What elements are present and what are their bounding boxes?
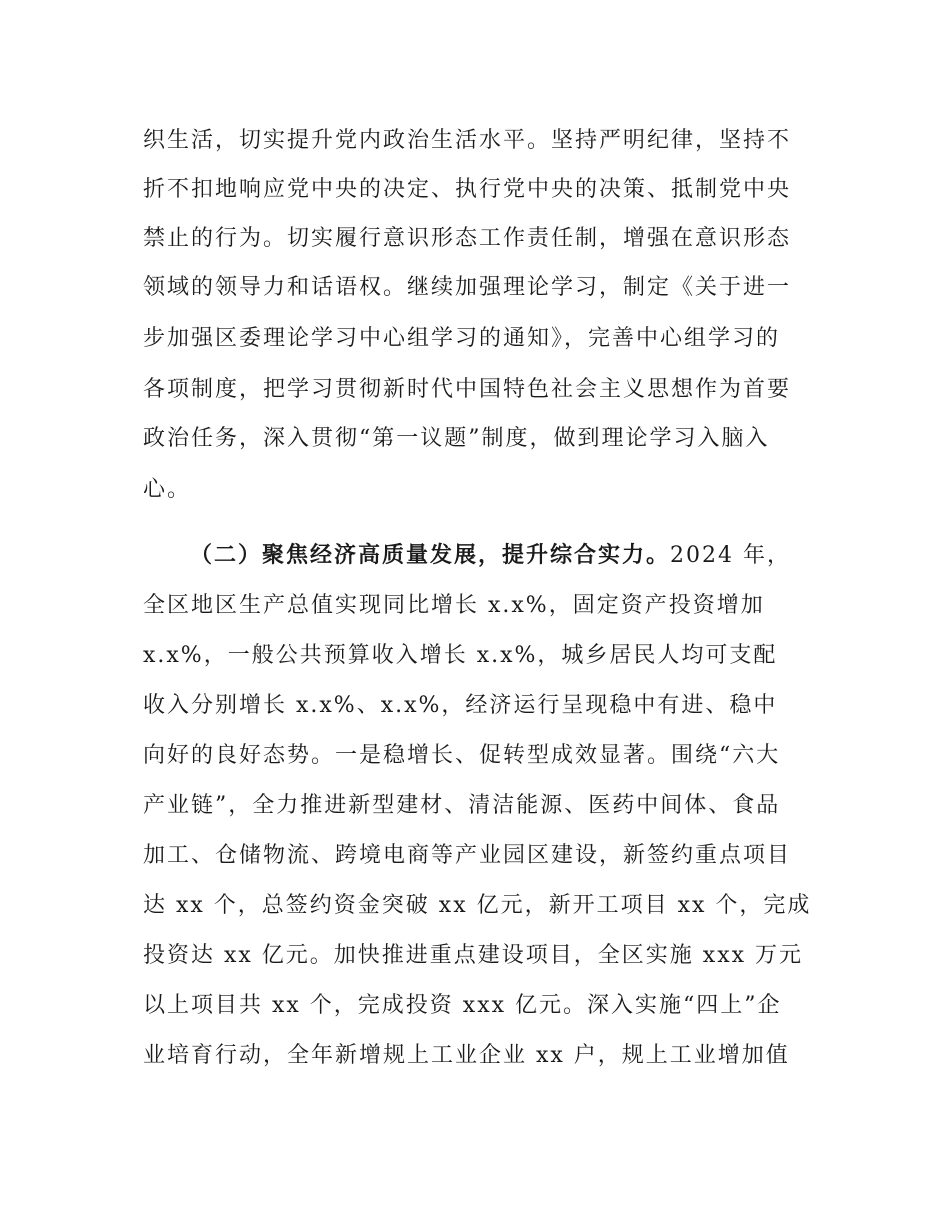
paragraph-line: 投资达 xx 亿元。加快推进重点建设项目，全区实施 xxx 万元 <box>143 943 804 968</box>
paragraph-line: 达 xx 个，总签约资金突破 xx 亿元，新开工项目 xx 个，完成 <box>143 893 812 918</box>
paragraph-line: 收入分别增长 x.x%、x.x%，经济运行呈现稳中有进、稳中 <box>143 693 778 718</box>
paragraph-line: 业培育行动，全年新增规上工业企业 xx 户，规上工业增加值 <box>143 1043 790 1068</box>
paragraph-line: 加工、仓储物流、跨境电商等产业园区建设，新签约重点项目 <box>143 843 792 868</box>
paragraph-line: 产业链”，全力推进新型建材、清洁能源、医药中间体、食品 <box>143 793 781 818</box>
section-heading-rest: 2024 年， <box>670 543 791 568</box>
paragraph-line: 全区地区生产总值实现同比增长 x.x%，固定资产投资增加 <box>143 593 765 618</box>
section-heading-line <box>190 541 791 571</box>
paragraph-line: 向好的良好态势。一是稳增长、促转型成效显著。围绕“六大 <box>143 743 781 768</box>
paragraph-line: 各项制度，把学习贯彻新时代中国特色社会主义思想作为首要 <box>143 377 792 402</box>
paragraph-line: 织生活，切实提升党内政治生活水平。坚持严明纪律，坚持不 <box>143 128 792 153</box>
section-heading: （二）聚焦经济高质量发展，提升综合实力。 <box>190 543 671 568</box>
paragraph-line: 折不扣地响应党中央的决定、执行党中央的决策、抵制党中央 <box>143 177 792 202</box>
paragraph-line: 领域的领导力和话语权。继续加强理论学习，制定《关于进一 <box>143 275 792 300</box>
paragraph-line: 步加强区委理论学习中心组学习的通知》，完善中心组学习的 <box>143 326 781 351</box>
paragraph-line: 禁止的行为。切实履行意识形态工作责任制，增强在意识形态 <box>143 226 792 251</box>
paragraph-line: x.x%，一般公共预算收入增长 x.x%，城乡居民人均可支配 <box>143 643 778 668</box>
paragraph-line: 政治任务，深入贯彻“第一议题”制度，做到理论学习入脑入 <box>143 426 770 451</box>
paragraph-line: 心。 <box>143 477 192 502</box>
paragraph-line: 以上项目共 xx 个，完成投资 xxx 亿元。深入实施“四上”企 <box>143 993 782 1018</box>
